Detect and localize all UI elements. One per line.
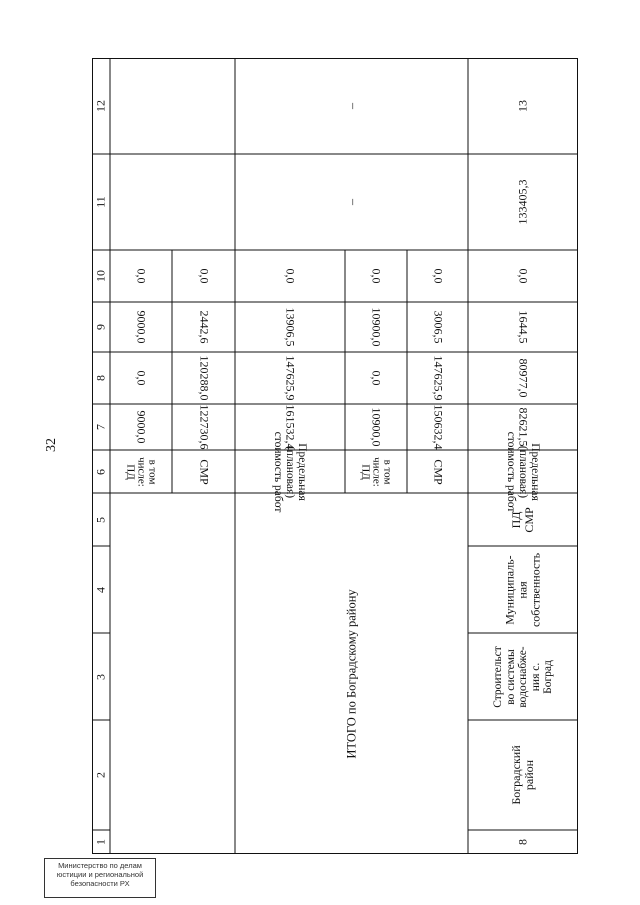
upper-r2-c9: 2442,6 [197,310,211,344]
page-number: 32 [44,438,59,452]
row8-ownership: Муниципаль- ная собственность [502,552,543,627]
col-num-2: 2 [93,772,108,778]
itogo-r2-c10: 0,0 [369,268,384,284]
upper-r1-label: в том числе: ПД [124,456,159,487]
upper-r1-c10: 0,0 [134,268,149,284]
upper-r1-c8: 0,0 [134,370,149,386]
itogo-r1-c8: 147625,9 [283,355,298,401]
itogo-r1-c9: 13906,5 [283,307,298,347]
itogo-title: ИТОГО по Боградскому району [344,588,358,759]
itogo-r3-c7: 150632,4 [431,404,445,450]
itogo-r2-c9: 10900,0 [369,307,384,347]
upper-r2-c7: 122730,6 [197,404,211,450]
itogo-r1-c10: 0,0 [283,268,298,284]
col-num-4: 4 [93,586,108,593]
itogo-r3-c10: 0,0 [431,268,445,284]
itogo-r2-c7: 10900,0 [369,407,384,447]
itogo-r1-label: Предельная (плановая) стоимость работ [272,431,308,512]
col-num-12: 12 [93,100,108,112]
row8-object: Строительст во системы водоснабже- ния с. Боград [491,645,554,708]
col-num-11: 11 [93,196,108,208]
itogo-r2-label: в том числе: ПД [359,456,394,487]
row8-c9: 1644,5 [516,310,531,344]
upper-r2-c8: 120288,0 [197,355,211,401]
upper-r1-c9: 9000,0 [134,310,149,344]
itogo-r2-c8: 0,0 [369,370,384,386]
col-num-1: 1 [93,839,108,845]
itogo-c12: – [344,103,358,109]
upper-r1-c7: 9000,0 [134,410,149,444]
itogo-r3-label: СМР [431,458,445,485]
col-num-7: 7 [93,424,108,430]
col-num-3: 3 [93,673,108,680]
col-num-9: 9 [93,324,108,330]
row8-c12: 13 [515,100,530,112]
row8-c11: 133405,3 [515,179,530,225]
upper-r2-c10: 0,0 [197,268,211,284]
ministry-stamp: Министерство по делам юстиции и региональной безопасности РХ [44,858,156,898]
row8-c10: 0,0 [516,268,531,284]
itogo-c11: – [344,199,358,205]
col-num-8: 8 [93,375,108,381]
itogo-r3-c9: 3006,5 [431,310,445,344]
row8-c7: 82621,5 [516,407,531,447]
col-num-10: 10 [93,270,108,282]
row8-district: Боградский район [509,745,536,805]
row8-num: 8 [515,839,530,845]
itogo-r1-c7: 161532,4 [283,404,298,450]
row8-c8: 80977,0 [516,358,531,398]
upper-r2-label: СМР [197,458,211,485]
row8-label: Предельная (плановая) стоимость работ [505,431,541,512]
col-num-5: 5 [93,516,108,523]
itogo-r3-c8: 147625,9 [431,355,445,401]
col-num-6: 6 [93,468,108,475]
row8-stage: ПД СМР [509,506,536,533]
